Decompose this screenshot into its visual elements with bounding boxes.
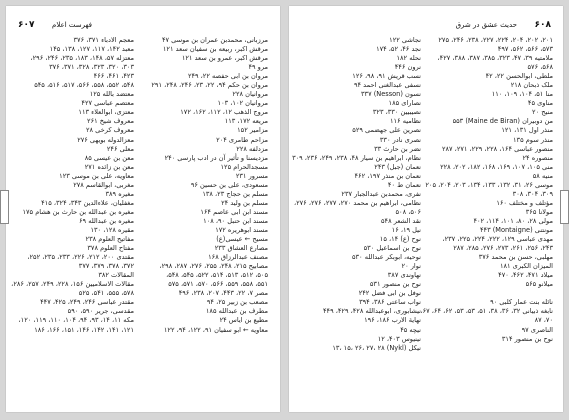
index-entry: مروانیان ۲۲۸: [232, 90, 268, 99]
index-entry: نهاوندی ۳۸۷: [387, 271, 421, 280]
index-entry: نیچه ۴۵: [400, 325, 421, 334]
running-title: فهرست اعلام: [52, 21, 93, 29]
index-entry: ۲۰۱، ۲۰۲، ۲۰۴، ۲۲۴، ۲۲۷، ۲۳۸، ۲۴۶، ۲۷۵: [438, 36, 553, 44]
index-entry: نضر بن حارث ۳۳: [374, 144, 421, 153]
index-entry: مرو ۴۹: [248, 63, 268, 72]
index-entry: منصوره ۲۴: [522, 153, 553, 162]
index-entry: مرقش اکبر، عمرو بن سعد ۱۲۱: [181, 54, 268, 63]
page-header: [18, 20, 268, 34]
index-entry: نرون ۴۴۶: [394, 63, 421, 72]
index-entry: ۳۰۹، ۳۰۴، ۳۰۸: [512, 189, 553, 198]
index-entry: نسفی عبدالغنی احمد ۹۴: [353, 81, 421, 90]
index-entry: مقیره ۱۲۸، ۱۳۰: [90, 225, 134, 234]
index-entry: نوح بن منصور ۳۱۴: [501, 334, 553, 343]
index-entry: منذر سوم ۱۳۵: [513, 135, 553, 144]
index-entry: مغیره ۳۸۹: [105, 189, 134, 198]
index-entry: نوار ۲۰: [401, 262, 421, 271]
index-entry: معاویه، علی بن موسی ۱۲۳: [59, 171, 134, 180]
index-entry: نیل ۱۹، ۱۶: [391, 225, 421, 234]
index-entry: نوحیه، ابوبکر عبدالله ۵۳۰: [351, 253, 421, 262]
index-entry: الناصری ۹۷: [521, 325, 553, 334]
index-entry: مروان بن حکم ۹۴، ۲۲، ۲۳، ۲۴۶، ۲۴۸، ۲۹۱: [151, 81, 268, 90]
index-entry: مسند ابن ابی عاصم ۱۶۴: [200, 207, 268, 216]
index-entry: من دوبیران (Maine de Biran) ۵۵۳: [452, 117, 553, 126]
index-entry: معتزله ۵۷، ۱۴۸، ۱۸۳، ۲۳۵، ۲۴۶، ۲۹۶،: [30, 54, 134, 63]
index-entry: میلاد ۴۷۱، ۴۶۲، ۴۷۰: [498, 271, 553, 280]
index-entry: ۷۰، ۸۷: [534, 316, 553, 325]
index-entry: نسون (Nesson) ۳۳۷: [360, 90, 421, 99]
right-page: [289, 6, 563, 412]
index-entry: نجاشی ۱۲۲: [389, 36, 421, 44]
index-entry: مسند ابوهریره ۱۷۲: [215, 225, 268, 234]
page-number: ۶۰۸: [534, 20, 551, 30]
index-entry: مولانا ۳۶۵: [525, 207, 553, 216]
index-entry: منذر اول ۱۳۱، ۱۲۱: [501, 126, 553, 135]
index-entry: نظامی، ابراهیم بن محمد ۲۷۰، ۲۷۷، ۲۷۶، ۲۷۶،: [293, 198, 421, 207]
index-entry: مرقش اکبر، ربیعه بن سفیان سعد ۱۲۱: [162, 45, 268, 54]
index-entry: المقالات ۳۸۲: [98, 271, 134, 280]
index-entry: مسلم بن ولید ۲۴: [221, 198, 268, 207]
index-entry: نوفل بن ابی فضل ۲۴۲: [358, 289, 421, 298]
index-entry: نحله ۱۸۲: [396, 54, 421, 63]
index-entry: مزامیر ۱۵۲: [237, 126, 268, 135]
index-entry: مغیره بن عبدالله ۶۹: [79, 216, 134, 225]
index-column-left: [292, 36, 421, 353]
index-entry: معجم الادباء ۳۷۱، ۳۷۶: [73, 36, 134, 44]
page-number: ۶۰۷: [18, 20, 35, 30]
index-column-right: [142, 36, 268, 335]
index-entry: مقتدی ۲۰۰، ۲۱۲، ۲۲۶، ۲۳۳، ۲۳۵، ۲۵۲،: [27, 253, 134, 262]
index-entry: منا ۵۱، ۱۰۴، ۱۰۹، ۱۱۰: [491, 90, 553, 99]
index-entry: منی ۱۰۵، ۱۰۷، ۱۶۹، ۱۶۸، ۱۸۲، ۲۰۲، ۲۲۸: [440, 162, 553, 171]
index-entry: ۳۷۲، ۳۷۸، ۳۷۹، ۳۷۷: [78, 262, 134, 271]
index-entry: معتصم عباسی ۴۲۷: [81, 99, 134, 108]
index-entry: نصارای ۱۸۵: [388, 99, 421, 108]
index-entry: مهلبی، حسن بن محمد ۳۷۶: [478, 253, 553, 262]
index-entry: ۱۲۱، ۱۴۱، ۱۴۲، ۱۴۶، ۱۵۱، ۱۶۶، ۱۸۶: [34, 325, 134, 334]
index-entry: نابغه ذبیانی ۳۲، ۳۶، ۳۸، ۵۱، ۵۳، ۵۳، ۶۲، ۶۴، ۶۷،: [420, 307, 553, 316]
index-entry: مؤتلف و مختلف ۱۶۰: [496, 198, 553, 207]
index-entry: ملامتیه ۳۹، ۴۷، ۳۲۳، ۳۸۵، ۳۸۷، ۳۸۸، ۴۲۷،: [437, 54, 553, 63]
index-entry: معتضد بالله ۱۲۵: [89, 90, 134, 99]
index-entry: منصور عباسی ۱۶۴، ۲۲۸، ۲۲۹، ۲۷۱، ۲۸۷: [441, 144, 553, 153]
index-entry: نقد الشعر ۵۴۸: [381, 216, 421, 225]
index-entry: مقدسی، جریر ۵۹۰، ۵۹۰: [67, 307, 134, 316]
index-entry: معبد ۱۴۲، ۱۱۷، ۱۲۷، ۱۳۸، ۱۴۵: [49, 45, 134, 54]
index-entry: ۵۷۸، ۵۵۵، ۵۴۱، ۵۲۵: [78, 289, 134, 298]
index-entry: مفتاح العلوم ۳۷۸: [87, 244, 134, 253]
index-entry: نصری نادر ۳۳۰: [379, 135, 421, 144]
left-page: [6, 6, 280, 412]
scroll-handle-right[interactable]: [560, 190, 569, 224]
index-entry: ۵۰۵، ۵۱۲، ۵۱۳، ۵۱۴، ۵۲۲، ۵۴۵، ۵۴۸،: [166, 271, 268, 280]
index-entry: مسعودی، علی بن حسین ۹۶: [190, 180, 268, 189]
index-entry: نظامیه ۱۱۶: [389, 117, 421, 126]
index-entry: نیکل (Nykl) ۱۳، ۱۵، ۲۶، ۲۷، ۲۸: [332, 343, 421, 352]
index-entry: نعمان ط ۴۰: [387, 180, 421, 189]
index-entry: مغفلیان، علاءالدین ۳۴۳، ۳۲۴، ۴۱۵: [41, 198, 134, 207]
index-entry: ۵۷۳، ۵۶۶، ۵۶۲، ۴۹۷: [497, 45, 553, 54]
index-entry: موسی ۲۶، ۳۱، ۱۳۲، ۱۳۳، ۱۳۴، ۲۰۳، ۲۰۴، ۲۰۵: [425, 180, 553, 189]
index-entry: نعمان (جبل) ۲۴۳: [374, 162, 421, 171]
index-entry: مغیره بن عبدالله بن حارث بن هشام ۱۷۵: [22, 207, 134, 216]
index-entry: مکه ۱۱، ۱۴، ۹۳، ۹۴، ۱۰۴، ۱۱۰، ۱۱۹، ۱۲۰،: [18, 316, 134, 325]
index-entry: مزدیسنا و تأثیر آن در ادب پارسی ۲۴۰: [164, 153, 268, 162]
index-entry: نصرین علی جهضمی ۵۲۹: [352, 126, 421, 135]
index-entry: مهدی عباسی ۱۲۹، ۲۲۲، ۲۲۴، ۲۲۵، ۲۳۷،: [442, 235, 553, 244]
index-entry: مروانیان ۱۰۲، ۱۰۳: [217, 99, 268, 108]
index-entry: معروف شیخ ۲۶۱: [87, 117, 134, 126]
index-entry: ۵۴۸، ۵۵۲، ۵۵۸، ۵۶۶، ۵۱۷، ۵۱۶، ۵۴۵: [34, 81, 134, 90]
index-entry: ۲۴۳، ۲۵۶، ۲۶۱، ۲۷۳، ۲۷۶، ۲۸۵، ۲۸۷: [453, 244, 553, 253]
index-entry: ۵۰۶، ۵۰۸: [395, 207, 421, 216]
index-entry: نوح بن اسماعیل ۵۳۰: [363, 244, 421, 253]
index-entry: ۴۲۳، ۴۶۱، ۴۶۶: [93, 72, 134, 81]
index-entry: مزاحم طامری ۲۰۴: [216, 135, 268, 144]
index-entry: نهایة الارب ۱۸۶، ۱۹۶: [364, 316, 421, 325]
index-entry: مسلم بن حجاج ۲۳، ۱۳۸: [202, 189, 268, 198]
index-entry: المیزان الکبری ۱۸۱: [499, 262, 553, 271]
index-entry: نجد ۴۶، ۵۲، ۱۷۴: [376, 45, 421, 54]
index-entry: ۳۰۳، ۳۲۰، ۳۲۳، ۳۲۸، ۳۷۱، ۳۷۶: [49, 63, 134, 72]
index-entry: نفری، محمدبن عبدالجبار ۲۳۷: [341, 189, 421, 198]
index-entry: نینیوس ۴۰۳، ۱۲: [377, 334, 421, 343]
index-entry: معاویه ← ابو سفیان ۹۱، ۱۲۲، ۹۴، ۱۲۲: [163, 325, 268, 334]
index-entry: نظام، ابراهیم بن سیار ۴۸، ۲۳۸، ۲۴۹، ۲۳۶، ۳۰۹: [292, 153, 421, 162]
index-entry: مقتدر عباسی ۲۴۶، ۲۴۹، ۴۲۵، ۴۴۷: [40, 298, 134, 307]
index-entry: منیه ۵۸: [532, 171, 553, 180]
index-entry: ملک ذبحان ۲۱۸: [510, 81, 553, 90]
index-entry: مغربی، ابوالقاسم ۲۷۸: [73, 180, 134, 189]
index-entry: نوح (ع) ۱۴، ۱۵: [379, 235, 421, 244]
index-entry: مرزبانی، محمدبن عمران بن موسی ۴۷: [161, 36, 268, 44]
index-entry: نسب قریش ۹۱، ۹۸، ۱۲۶: [352, 72, 421, 81]
index-entry: نصیبیین ۳۳۰، ۳۲۳: [372, 108, 421, 117]
index-entry: مصارع العشاق ۲۳۳: [214, 244, 268, 253]
index-entry: مفاتیح العلوم ۲۳۸: [85, 235, 134, 244]
index-entry: مسند ابن حنبل ۹۰، ۱۰۸: [203, 216, 268, 225]
index-entry: ۵۶۸، ۵۷۶: [527, 63, 553, 72]
index-entry: مطرف بن عبدالله ۱۸۵: [205, 307, 268, 316]
index-column-left: [8, 36, 134, 335]
index-entry: میلانو ۵۶۵: [525, 280, 553, 289]
index-entry: معزالدوله بویهی ۲۷۶: [77, 135, 134, 144]
index-entry: معن بن زائده ۲۷۱: [84, 162, 134, 171]
index-entry: نوح بن منصور ۵۳۱: [369, 280, 421, 289]
index-column-right: [420, 36, 553, 344]
index-entry: نعمان بن منذر ۱۹۷، ۴۶۲: [354, 171, 421, 180]
index-entry: مطیع بن ایاس ۲۴: [219, 316, 268, 325]
index-entry: ۵۵۱، ۵۵۸، ۵۵۹، ۵۶۶، ۵۷۰، ۵۷۱، ۵۷۵: [168, 280, 268, 289]
index-entry: مروان بن ابی حفصه ۲۲، ۲۴۹: [187, 72, 268, 81]
index-entry: مولی ۲۸، ۸۰، ۱۰۱، ۱۱۴، ۴۰۲: [473, 216, 553, 225]
index-entry: نائله بنت عمار کلبی ۹۰: [490, 298, 553, 307]
index-entry: معتزی، ابوالعلاء ۱۱۳: [78, 108, 134, 117]
index-entry: مصنف عبدالرزاق ۱۶۸: [208, 253, 268, 262]
index-entry: مناوی ۴۵: [527, 99, 553, 108]
scroll-handle-left[interactable]: [0, 190, 9, 224]
index-entry: ملطی، ابوالحسن ۲۲، ۴۲: [485, 72, 553, 81]
index-entry: مزدلفه ۲۲۸: [236, 144, 268, 153]
index-entry: معلی ۲۴۶: [106, 144, 134, 153]
index-entry: مونتنی (Montaigne) ۴۴۳: [479, 225, 553, 234]
index-entry: مروج الذهب ۱۲، ۱۱۲، ۱۶۲، ۱۷۲: [180, 108, 268, 117]
index-entry: معروف کرخی ۲۸: [85, 126, 134, 135]
index-entry: مسیح ← عیسی(ع): [216, 235, 268, 244]
page-header: [301, 20, 551, 34]
index-entry: مسرور ۲۳۱: [235, 171, 268, 180]
index-entry: منیح ۲۰: [532, 108, 553, 117]
index-entry: [427, 289, 553, 298]
index-entry: مقالات الاسلامیین ۱۵۶، ۲۲۸، ۲۴۹، ۲۵۷، ۲۸۶،: [11, 280, 134, 289]
index-entry: مصر ۷، ۲۲، ۴۴۳، ۲۰۷، ۲۳۸، ۴۹۶: [178, 289, 268, 298]
index-entry: مصابیح ۲۱۵، ۲۴۸، ۲۵۵، ۲۷۶، ۲۸۷، ۲۹۸،: [159, 262, 268, 271]
index-entry: مسجدالحرام ۱۲۵: [220, 162, 268, 171]
index-entry: معن بن عیسی ۸۵: [84, 153, 134, 162]
index-entry: نواب ساعتی ۳۸۶، ۳۹۴: [359, 298, 421, 307]
index-entry: مریعه ۱۷۲، ۱۱۳: [224, 117, 268, 126]
running-title: حدیث عشق در شرق: [455, 21, 517, 29]
index-entry: نیشابوری، ابوعبدالله ۴۲۸، ۴۲۹، ۴۴۹: [323, 307, 421, 316]
index-entry: مصعب بن زبیر ۲۵، ۹۴: [206, 298, 268, 307]
